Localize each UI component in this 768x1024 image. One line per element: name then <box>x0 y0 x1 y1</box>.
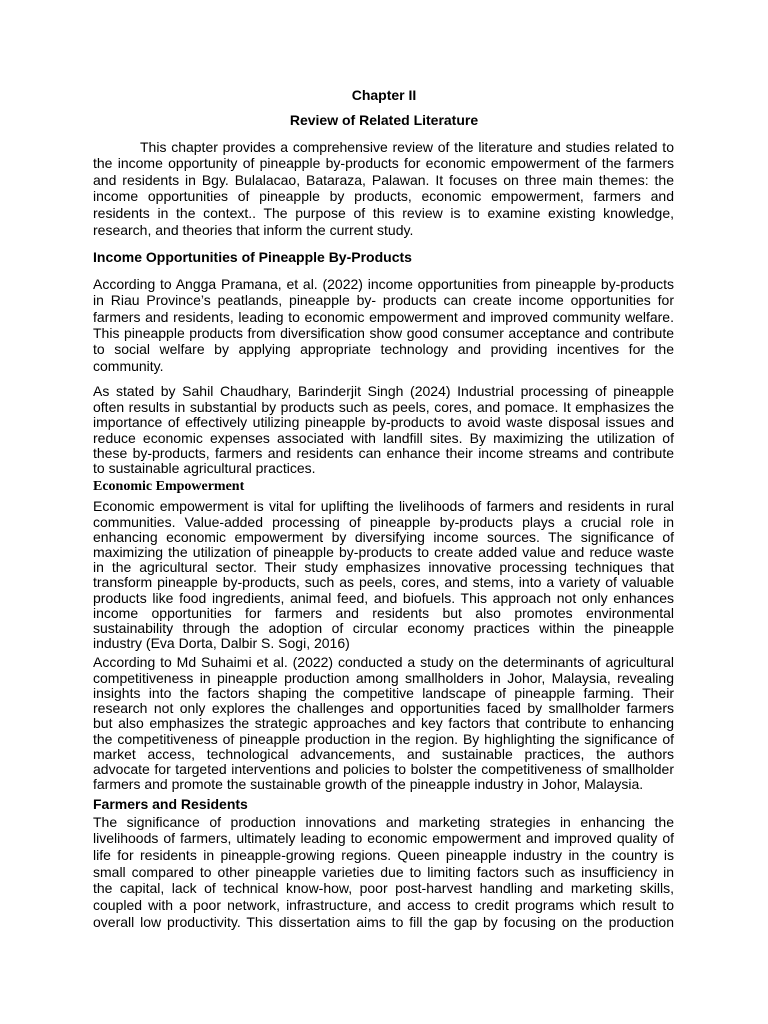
chapter-label: Chapter II <box>351 87 417 103</box>
text-line: to sustainable agricultural practices. <box>93 460 316 477</box>
text-line: The significance of production innovations and marketing strategies in enhancing the <box>93 813 674 830</box>
text-line: farmers and residents, leading to economic empowerment and improved community welfare. <box>93 308 674 325</box>
text-line: income opportunities of pineapple by products, economic empowerment, farmers and <box>93 188 674 205</box>
suhaimi-paragraph <box>93 655 674 792</box>
text-line: sustainability through the adoption of circular economy practices within the pineapple <box>93 620 674 637</box>
text-line: This chapter provides a comprehensive review of the literature and studies related to <box>140 138 674 155</box>
text-line: products like food ingredients, animal feed, and biofuels. This approach not only enhances <box>93 589 674 606</box>
chaudhary-paragraph <box>93 384 674 476</box>
text-line: community. <box>93 357 164 374</box>
text-line: industry (Eva Dorta, Dalbir S. Sogi, 2016) <box>93 635 350 652</box>
text-line: in the agricultural sector. Their study emphasizes innovative processing techniques that <box>93 559 674 576</box>
text-line: the competitiveness of pineapple production in the region. By highlighting the significance of <box>93 730 674 747</box>
text-line: these by-products, farmers and residents can enhance their income streams and contribute <box>93 444 674 461</box>
text-line: advocate for targeted interventions and policies to bolster the competitiveness of smallholder <box>93 761 674 778</box>
text-line: communities. Value-added processing of pineapple by-products plays a crucial role in <box>93 513 674 530</box>
text-line: insights into the factors shaping the competitive landscape of pineapple farming. Their <box>93 684 674 701</box>
chapter-title: Review of Related Literature <box>289 112 479 128</box>
text-line: the income opportunity of pineapple by-products for economic empowerment of the farmers <box>93 155 674 172</box>
text-line: According to Angga Pramana, et al. (2022) income opportunities from pineapple by-products <box>93 275 674 292</box>
text-line: farmers and promote the sustainable growth of the pineapple industry in Johor, Malaysia. <box>93 776 644 793</box>
text-line: Economic empowerment is vital for uplifting the livelihoods of farmers and residents in rural <box>93 498 674 515</box>
empowerment-paragraph <box>93 499 674 651</box>
text-line: and residents in Bgy. Bulalacao, Bataraza, Palawan. It focuses on three main themes: the <box>93 171 674 188</box>
text-line: research, and theories that inform the current study. <box>93 221 414 238</box>
text-line: life for residents in pineapple-growing regions. Queen pineapple industry in the country is <box>93 847 674 864</box>
text-line: livelihoods of farmers, ultimately leading to economic empowerment and improved quality of <box>93 830 674 847</box>
text-line: This pineapple products from diversification show good consumer acceptance and contribute <box>93 325 674 342</box>
text-line: maximizing the utilization of pineapple by-products to create added value and reduce waste <box>93 544 674 560</box>
pramana-paragraph <box>93 276 674 374</box>
text-line: transform pineapple by-products, such as peels, cores, and stems, into a variety of valuable <box>93 574 674 591</box>
text-line: coupled with a poor network, infrastructure, and access to credit programs which result to <box>93 897 674 914</box>
text-line: residents in the context.. The purpose of this review is to examine existing knowledge, <box>93 204 674 221</box>
text-line: research not only explores the challenges and opportunities faced by smallholder farmers <box>93 700 674 717</box>
section-heading-economic: Economic Empowerment <box>93 479 245 494</box>
text-line: enhancing economic empowerment by diversifying income sources. The significance of <box>93 528 674 545</box>
intro-paragraph <box>93 139 674 239</box>
text-line: overall low productivity. This dissertation aims to fill the gap by focusing on the production <box>93 913 674 930</box>
text-line: the capital, lack of technical know-how, poor post-harvest handling and marketing skills, <box>93 880 674 897</box>
text-line: reduce economic expenses associated with landfill sites. By maximizing the utilization of <box>93 429 674 446</box>
section-heading-income: Income Opportunities of Pineapple By-Products <box>93 249 412 265</box>
text-line: market access, technological advancements, and sustainable practices, the authors <box>93 745 674 762</box>
text-line: to social welfare by applying appropriate technology and providing incentives for the <box>93 341 674 358</box>
text-line: in Riau Province’s peatlands, pineapple by- products can create income opportunities for <box>93 292 674 309</box>
text-line: small compared to other pineapple varieties due to limiting factors such as insufficiency in <box>93 863 674 880</box>
text-line: income opportunities for farmers and residents but also promotes environmental <box>93 604 674 621</box>
farmers-paragraph <box>93 814 674 931</box>
text-line: According to Md Suhaimi et al. (2022) conducted a study on the determinants of agricultural <box>93 654 674 671</box>
text-line: often results in substantial by products such as peels, cores, and pomace. It emphasizes the <box>93 398 674 415</box>
text-line: As stated by Sahil Chaudhary, Barinderjit Singh (2024) Industrial processing of pineapple <box>93 383 674 400</box>
text-line: competitiveness in pineapple production among smallholders in Johor, Malaysia, revealing <box>93 669 674 686</box>
section-heading-farmers: Farmers and Residents <box>93 796 248 812</box>
text-line: importance of effectively utilizing pineapple by-products to avoid waste disposal issues and <box>93 414 674 431</box>
text-line: but also emphasizes the strategic approaches and key factors that contribute to enhancing <box>93 715 674 732</box>
